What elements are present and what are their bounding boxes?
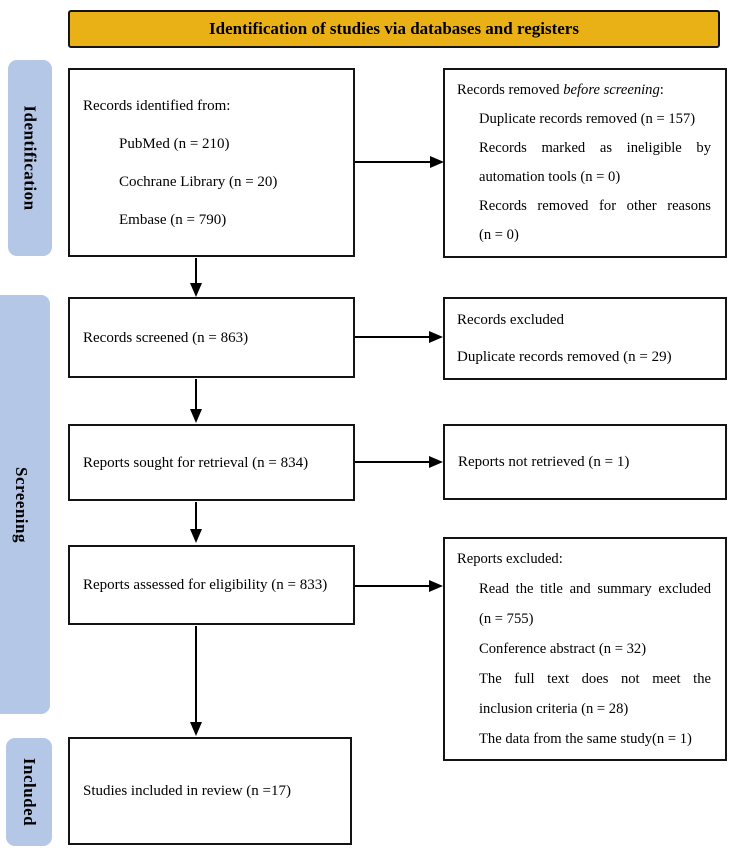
- box-reports-excluded: [443, 537, 727, 761]
- reports-not-retrieved-text: Reports not retrieved (n = 1): [458, 454, 630, 470]
- reports-excluded-heading: Reports excluded:: [457, 551, 563, 567]
- arrow-assessed-to-reports-excluded: [355, 580, 443, 592]
- records-identified-heading: Records identified from:: [83, 97, 231, 114]
- box-reports-not-retrieved: [443, 424, 727, 500]
- arrow-sought-to-assessed: [190, 502, 202, 543]
- records-removed-item-automation: Records marked as ineligible by automation tools (n = 0): [479, 140, 711, 185]
- reports-excluded-item-full-text: The full text does not meet the inclusion criteria (n = 28): [479, 671, 711, 717]
- records-removed-item-other-reasons: Records removed for other reasons (n = 0): [479, 198, 711, 243]
- diagram-title: Identification of studies via databases and registers: [209, 19, 579, 38]
- box-records-screened: [68, 297, 355, 378]
- box-reports-assessed: [68, 545, 355, 625]
- arrow-sought-to-not-retrieved: [355, 456, 443, 468]
- diagram-title-banner: [68, 10, 720, 48]
- stage-label-identification-text: Identification: [21, 105, 41, 211]
- arrow-identified-to-screened: [190, 258, 202, 297]
- records-removed-heading: [457, 76, 711, 105]
- stage-label-included-text: Included: [20, 757, 39, 827]
- records-removed-item-duplicates: Duplicate records removed (n = 157): [479, 111, 696, 127]
- records-removed-heading-suffix: :: [659, 82, 664, 98]
- box-studies-included: [68, 737, 352, 845]
- reports-excluded-item-title-summary: Read the title and summary excluded (n = 755): [479, 581, 711, 627]
- studies-included-text: Studies included in review (n =17): [83, 783, 292, 799]
- records-excluded-line-1: Records excluded: [457, 311, 565, 328]
- stage-label-screening: [0, 295, 50, 714]
- box-records-removed-before-screening: [443, 68, 727, 258]
- reports-sought-text: Reports sought for retrieval (n = 834): [83, 454, 309, 471]
- records-screened-text: Records screened (n = 863): [83, 329, 249, 346]
- records-excluded-line-2: Duplicate records removed (n = 29): [457, 348, 672, 365]
- reports-excluded-item-conference: Conference abstract (n = 32): [479, 641, 647, 657]
- reports-excluded-item-same-study: The data from the same study(n = 1): [479, 731, 692, 747]
- records-identified-item-cochrane: Cochrane Library (n = 20): [119, 173, 278, 190]
- stage-label-identification: [8, 60, 52, 256]
- stage-label-included: [6, 738, 52, 846]
- box-records-identified: [68, 68, 355, 257]
- reports-assessed-text: Reports assessed for eligibility (n = 833): [83, 577, 328, 593]
- arrow-identified-to-removed: [355, 156, 444, 168]
- box-records-excluded: [443, 297, 727, 380]
- records-identified-item-pubmed: PubMed (n = 210): [119, 135, 230, 152]
- records-removed-heading-prefix: Records removed: [457, 82, 564, 98]
- box-reports-sought: [68, 424, 355, 501]
- records-removed-heading-italic: before screening: [563, 82, 660, 98]
- arrow-screened-to-excluded: [355, 331, 443, 343]
- records-identified-item-embase: Embase (n = 790): [119, 211, 227, 228]
- arrow-screened-to-sought: [190, 379, 202, 423]
- arrow-assessed-to-included: [190, 626, 202, 736]
- stage-label-screening-text: Screening: [12, 466, 31, 543]
